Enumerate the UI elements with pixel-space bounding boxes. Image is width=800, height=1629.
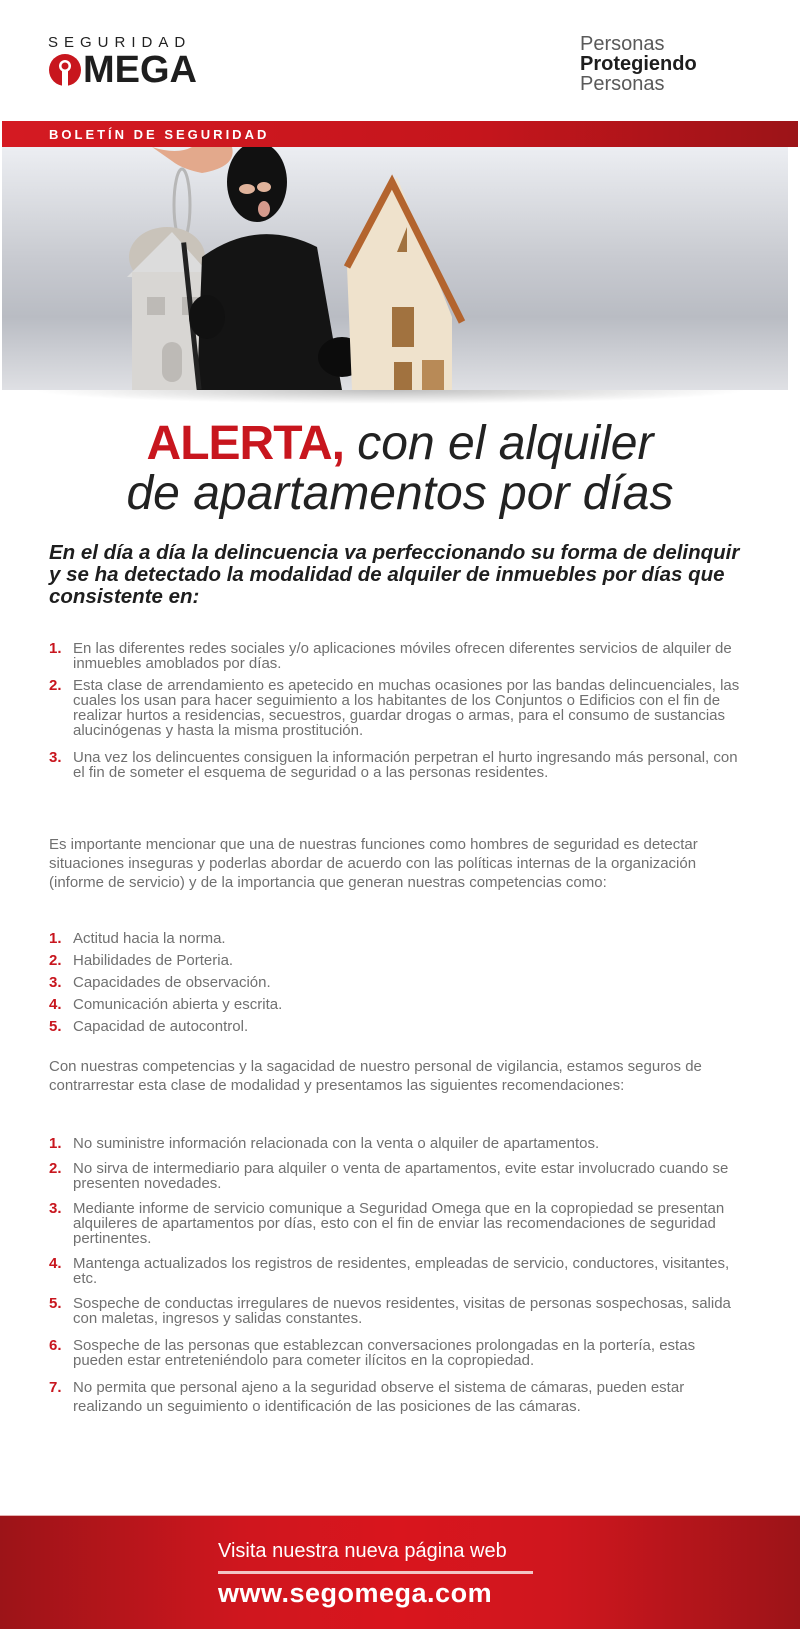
list-item: 7. No permita que personal ajeno a la seguridad observe el sistema de cámaras, pueden estar realizando un seguimiento o identificación de las posiciones de las cámaras.: [49, 1379, 685, 1415]
list-item: 4. Mantenga actualizados los registros de residentes, empleadas de servicio, conductores, visitantes, etc.: [49, 1255, 730, 1287]
masked-thief-icon: [181, 147, 366, 390]
website-link[interactable]: www.segomega.com: [218, 1578, 493, 1608]
list-item: 3. Mediante informe de servicio comunique a Seguridad Omega que en la copropiedad se presentan alquileres de apartamentos por días, esto con el fin de enviar las recomendaciones de seguridad pertinentes.: [49, 1200, 725, 1247]
list-item: 1. En las diferentes redes sociales y/o aplicaciones móviles ofrecen diferentes servicios de alquiler de inmuebles amoblados por días.: [49, 640, 732, 672]
hero-illustration: [2, 147, 788, 390]
list-item: 2. Habilidades de Porteria.: [49, 952, 234, 969]
title-line1-rest: con el alquiler: [343, 417, 654, 470]
competencias-list: [49, 931, 749, 1034]
recomendaciones-list: [49, 1136, 749, 1416]
funciones-paragraph: Es importante mencionar que una de nuestras funciones como hombres de seguridad es detectar situaciones inseguras y poderlas abordar de acuerdo con las políticas internas de la organización (informe de servicio) y de la importancia que generan nuestras competencias como:: [49, 836, 698, 891]
tagline-line-1: Personas: [580, 33, 665, 55]
intro-paragraph: En el día a día la delincuencia va perfeccionando su forma de delinquir y se ha detectado la modalidad de alquiler de inmuebles por días que consistente en:: [49, 541, 740, 608]
logo-top-text: SEGURIDAD: [48, 34, 192, 51]
tagline: [580, 34, 697, 94]
recomendaciones-paragraph: Con nuestras competencias y la sagacidad de nuestro personal de vigilancia, estamos seguros de contrarrestar esta clase de modalidad y presentamos las siguientes recomendaciones:: [49, 1058, 702, 1094]
list-item: 5. Sospeche de conductas irregulares de nuevos residentes, visitas de personas sospechosas, salida con maletas, ingresos y salidas constantes.: [49, 1295, 731, 1327]
list-item: 3. Capacidades de observación.: [49, 974, 271, 991]
tagline-line-2: Protegiendo: [580, 53, 697, 75]
footer-visit-text: Visita nuestra nueva página web: [218, 1540, 507, 1562]
page-title: [0, 417, 800, 520]
footer-divider: [218, 1571, 533, 1574]
footer-banner: [0, 1515, 800, 1629]
header: [0, 0, 800, 120]
hand-icon: [152, 147, 233, 173]
logo-word: MEGA: [83, 49, 197, 91]
hero-shadow: [30, 390, 750, 404]
list-item: 6. Sospeche de las personas que establezcan conversaciones prolongadas en la portería, estas pueden estar entreteniéndolo para cometer ilícitos en la copropiedad.: [49, 1337, 696, 1369]
list-item: 4. Comunicación abierta y escrita.: [49, 996, 283, 1013]
keyhole-o-icon: [48, 53, 82, 87]
title-line2: de apartamentos por días: [126, 467, 674, 520]
tagline-line-3: Personas: [580, 73, 665, 95]
list-item: 2. No sirva de intermediario para alquiler o venta de apartamentos, evite estar involucrado cuando se presenten novedades.: [49, 1160, 729, 1192]
list-item: 5. Capacidad de autocontrol.: [49, 1018, 249, 1035]
modalidad-list: [49, 641, 749, 780]
bulletin-bar: [2, 121, 798, 147]
wooden-house-icon: [347, 177, 462, 390]
list-item: 1. Actitud hacia la norma.: [49, 930, 226, 947]
list-item: 2. Esta clase de arrendamiento es apetecido en muchas ocasiones por las bandas delincuenciales, las cuales los usan para hacer seguimiento a los habitantes de los Conjuntos o Edificios con el fin de realizar hurtos a residencias, secuestros, guardar drogas o armas, para el consumo de sustancias alucinógenas y hasta la misma prostitución.: [49, 677, 740, 739]
list-item: 3. Una vez los delincuentes consiguen la información perpetran el hurto ingresando más personal, con el fin de someter el esquema de seguridad o a las personas residentes.: [49, 749, 738, 781]
logo[interactable]: [48, 34, 197, 91]
list-item: 1. No suministre información relacionada con la venta o alquiler de apartamentos.: [49, 1135, 600, 1152]
hero-image: [2, 147, 788, 390]
title-alert: ALERTA,: [146, 417, 344, 470]
bulletin-label: BOLETÍN DE SEGURIDAD: [49, 127, 270, 142]
